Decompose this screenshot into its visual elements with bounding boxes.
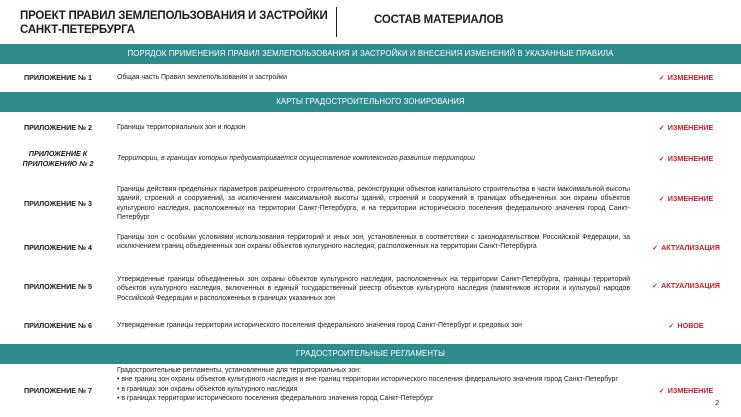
status-badge — [636, 243, 736, 252]
table-row — [0, 364, 741, 417]
status-badge — [636, 194, 736, 203]
status-label: АКТУАЛИЗАЦИЯ — [661, 243, 720, 252]
checkmark-icon: ✓ — [658, 73, 665, 82]
table-row — [0, 270, 741, 306]
status-label: ИЗМЕНЕНИЕ — [667, 123, 714, 132]
appendix-description: Общая часть Правил землепользования и застройки — [117, 74, 287, 81]
checkmark-icon: ✓ — [658, 386, 665, 395]
status-badge — [636, 73, 736, 82]
table-row — [0, 64, 741, 91]
page-number: 2 — [715, 398, 720, 407]
appendix-label: ПРИЛОЖЕНИЕ № 5 — [23, 282, 93, 291]
checkmark-icon: ✓ — [652, 243, 659, 252]
appendix-label: ПРИЛОЖЕНИЕ № 3 — [23, 199, 93, 208]
status-badge — [636, 123, 736, 132]
description-bullet: • вне границ зон охраны объектов культурного наследия и вне границ территории исторического поселения федерального значения город Санкт-Петербург — [117, 376, 618, 384]
table-row — [0, 142, 741, 178]
header-divider — [336, 7, 337, 37]
title-line-2: САНКТ-ПЕТЕРБУРГА — [20, 24, 135, 36]
status-badge — [636, 386, 736, 395]
section-band-zoning-maps: КАРТЫ ГРАДОСТРОИТЕЛЬНОГО ЗОНИРОВАНИЯ — [0, 92, 741, 112]
checkmark-icon: ✓ — [652, 281, 659, 290]
appendix-label: ПРИЛОЖЕНИЕ № 1 — [23, 73, 93, 82]
appendix-label: ПРИЛОЖЕНИЕ № 4 — [23, 243, 93, 252]
appendix-description: Границы зон с особыми условиями использования территорий и иных зон, установленных в соответствии с законодательством Российской Федерации, за исключением границ объединенных зон охраны объектов культурного наследия, расположенных на территории Санкт-Петербурга — [117, 234, 630, 251]
description-bullet: • в границах территории исторического поселения федерального значения город Санкт-Петербург — [117, 395, 434, 403]
status-badge — [636, 281, 736, 290]
table-row — [0, 312, 741, 340]
page-title — [20, 9, 328, 37]
checkmark-icon: ✓ — [658, 194, 665, 203]
title-line-1: ПРОЕКТ ПРАВИЛ ЗЕМЛЕПОЛЬЗОВАНИЯ И ЗАСТРОЙКИ — [20, 10, 328, 22]
appendix-description: Утвержденные границы объединенных зон охраны объектов культурного наследия, расположенных на территории Санкт-Петербурга, границы территорий объектов культурного наследия, включенных в единый государственный реестр объектов культурного наследия (памятников истории и культуры) народов Российской Федерации и расположенных в границах указанных зон — [117, 276, 630, 302]
header — [0, 0, 741, 44]
status-badge — [636, 154, 736, 163]
appendix-label-line-2: ПРИЛОЖЕНИЮ № 2 — [22, 159, 94, 168]
description-bullet: • в границах зон охраны объектов культурного наследия — [117, 385, 298, 393]
table-row — [0, 183, 741, 227]
description-line: Градостроительные регламенты, установленные для территориальных зон: — [117, 367, 361, 374]
table-row — [0, 112, 741, 142]
checkmark-icon: ✓ — [658, 123, 665, 132]
appendix-description: Территории, в границах которых предусматривается осуществление комплексного развития территории — [117, 155, 475, 162]
table-row — [0, 231, 741, 265]
appendix-label: ПРИЛОЖЕНИЕ № 6 — [23, 321, 93, 330]
section-band-procedure: ПОРЯДОК ПРИМЕНЕНИЯ ПРАВИЛ ЗЕМЛЕПОЛЬЗОВАНИЯ И ЗАСТРОЙКИ И ВНЕСЕНИЯ ИЗМЕНЕНИЙ В УКАЗАННЫЕ ПРАВИЛА — [0, 44, 741, 64]
section-band-regulations: ГРАДОСТРОИТЕЛЬНЫЕ РЕГЛАМЕНТЫ — [0, 344, 741, 364]
appendix-label — [0, 149, 116, 169]
appendix-label: ПРИЛОЖЕНИЕ № 2 — [23, 123, 93, 132]
appendix-description — [117, 366, 630, 404]
status-label: НОВОЕ — [677, 321, 704, 330]
appendix-description: Утвержденные границы территории исторического поселения федерального значения город Санкт-Петербург и средовых зон — [117, 322, 522, 329]
status-badge — [636, 321, 736, 330]
appendix-label-line-1: ПРИЛОЖЕНИЕ К — [28, 149, 88, 158]
status-label: ИЗМЕНЕНИЕ — [667, 194, 714, 203]
appendix-description: Границы действия предельных параметров разрешенного строительства, реконструкции объектов капитального строительства в части максимальной высоты зданий, строений и сооружений, за исключением максимальной высоты зданий, строений и сооружений в границах объединенных зон охраны объектов культурного наследия, расположенных на территории Санкт-Петербурга, и на территории исторического поселения федерального значения город Санкт-Петербург — [117, 186, 630, 222]
checkmark-icon: ✓ — [668, 321, 675, 330]
page-subtitle: СОСТАВ МАТЕРИАЛОВ — [374, 14, 504, 26]
appendix-label: ПРИЛОЖЕНИЕ № 7 — [23, 386, 93, 395]
status-label: ИЗМЕНЕНИЕ — [667, 386, 714, 395]
checkmark-icon: ✓ — [658, 154, 665, 163]
status-label: ИЗМЕНЕНИЕ — [667, 154, 714, 163]
status-label: ИЗМЕНЕНИЕ — [667, 73, 714, 82]
appendix-description: Границы территориальных зон и подзон — [117, 124, 246, 131]
status-label: АКТУАЛИЗАЦИЯ — [661, 281, 720, 290]
